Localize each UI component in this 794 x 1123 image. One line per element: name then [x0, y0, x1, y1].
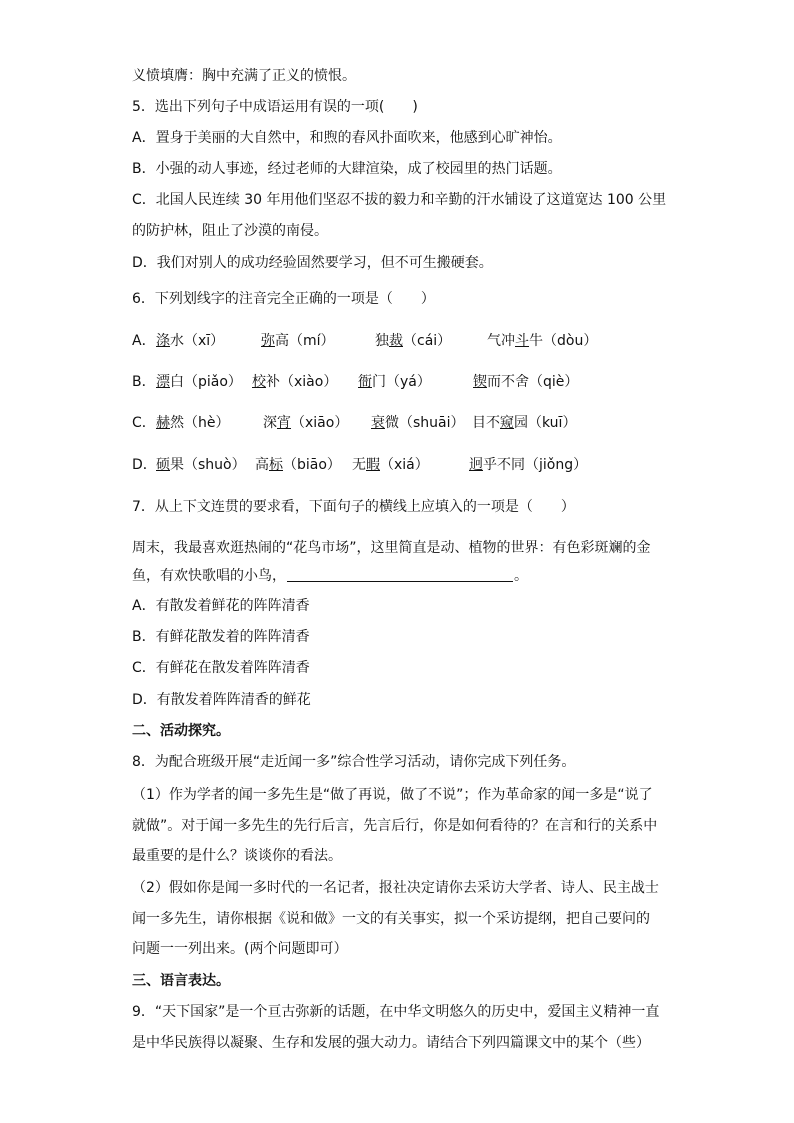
q7-option-a: A．有散发着鲜花的阵阵清香 — [132, 598, 310, 614]
q6-item: 衙门（yá） — [358, 374, 431, 390]
q6-item: 无暇（xiá） — [352, 457, 429, 473]
q7-option-d: D．有散发着阵阵清香的鲜花 — [132, 692, 311, 708]
q8-sub2-line2: 闻一多先生，请你根据《说和做》一文的有关事实，拟一个采访提纲，把自己要问的 — [132, 911, 650, 927]
q6-item: 目不窥园（kuī） — [472, 415, 577, 431]
q6-item: 锲而不舍（qiè） — [473, 374, 579, 390]
q7-passage-line2: 鱼，有欢快歌唱的小鸟， 。 — [132, 568, 528, 584]
q7-option-b: B．有鲜花散发着的阵阵清香 — [132, 629, 310, 645]
q6-option-label: D． — [132, 457, 157, 473]
q6-item: 气冲斗牛（dòu） — [487, 333, 598, 349]
q6-item: 深宵（xiāo） — [263, 415, 349, 431]
q7-stem: 7．从上下文连贯的要求看，下面句子的横线上应填入的一项是（ ） — [132, 499, 575, 515]
q6-option-label: A． — [132, 333, 156, 349]
q9-line2: 是中华民族得以凝聚、生存和发展的强大动力。请结合下列四篇课文中的某个（些） — [132, 1035, 650, 1051]
q5-option-d: D．我们对别人的成功经验固然要学习，但不可生搬硬套。 — [132, 255, 493, 271]
q5-stem: 5．选出下列句子中成语运用有误的一项( ) — [132, 99, 418, 115]
q6-item: 硕果（shuò） — [156, 457, 246, 473]
q6-item: 迥乎不同（jiǒng） — [469, 457, 588, 473]
q5-option-c-line1: C．北国人民连续 30 年用他们坚忍不拔的毅力和辛勤的汗水铺设了这道宽达 100 公里 — [132, 192, 667, 208]
intro-tail: 义愤填膺：胸中充满了正义的愤恨。 — [132, 68, 356, 84]
q5-option-c-line2: 的防护林，阻止了沙漠的南侵。 — [132, 223, 328, 239]
q5-option-b: B．小强的动人事迹，经过老师的大肆渲染，成了校园里的热门话题。 — [132, 161, 562, 177]
q6-option-label: B． — [132, 374, 156, 390]
q6-item: 衰微（shuāi） — [371, 415, 465, 431]
answer-blank — [287, 567, 513, 582]
q8-sub2-line3: 问题一一列出来。(两个问题即可） — [132, 941, 348, 957]
q5-option-a: A．置身于美丽的大自然中，和煦的春风扑面吹来，他感到心旷神怡。 — [132, 130, 562, 146]
q6-item: 高标（biāo） — [255, 457, 341, 473]
q6-option-label: C． — [132, 415, 156, 431]
q8-sub1-line3: 最重要的是什么？谈谈你的看法。 — [132, 848, 342, 864]
q8-sub1-line1: （1）作为学者的闻一多先生是“做了再说，做了不说”；作为革命家的闻一多是“说了 — [132, 787, 653, 803]
q8-sub2-line1: （2）假如你是闻一多时代的一名记者，报社决定请你去采访大学者、诗人、民主战士 — [132, 880, 659, 896]
q7-option-c: C．有鲜花在散发着阵阵清香 — [132, 660, 310, 676]
q6-item: 校补（xiào） — [252, 374, 338, 390]
q8-sub1-line2: 就做”。对于闻一多先生的先行后言，先言后行，你是如何看待的？在言和行的关系中 — [132, 818, 658, 834]
q6-item: 漂白（piǎo） — [156, 374, 242, 390]
q6-item: 弥高（mí） — [261, 333, 335, 349]
q6-item: 赫然（hè） — [156, 415, 230, 431]
q8-stem: 8．为配合班级开展“走近闻一多”综合性学习活动，请你完成下列任务。 — [132, 754, 576, 770]
section-2-heading: 二、活动探究。 — [132, 723, 230, 739]
q7-passage-line1: 周末，我最喜欢逛热闹的“花鸟市场”，这里简直是动、植物的世界：有色彩斑斓的金 — [132, 540, 651, 556]
section-3-heading: 三、语言表达。 — [132, 973, 230, 989]
q6-item: 涤水（xī） — [156, 333, 225, 349]
q9-line1: 9．“天下国家”是一个亘古弥新的话题，在中华文明悠久的历史中，爱国主义精神一直 — [132, 1004, 660, 1020]
q6-stem: 6．下列划线字的注音完全正确的一项是（ ） — [132, 291, 435, 307]
q6-item: 独裁（cái） — [375, 333, 452, 349]
